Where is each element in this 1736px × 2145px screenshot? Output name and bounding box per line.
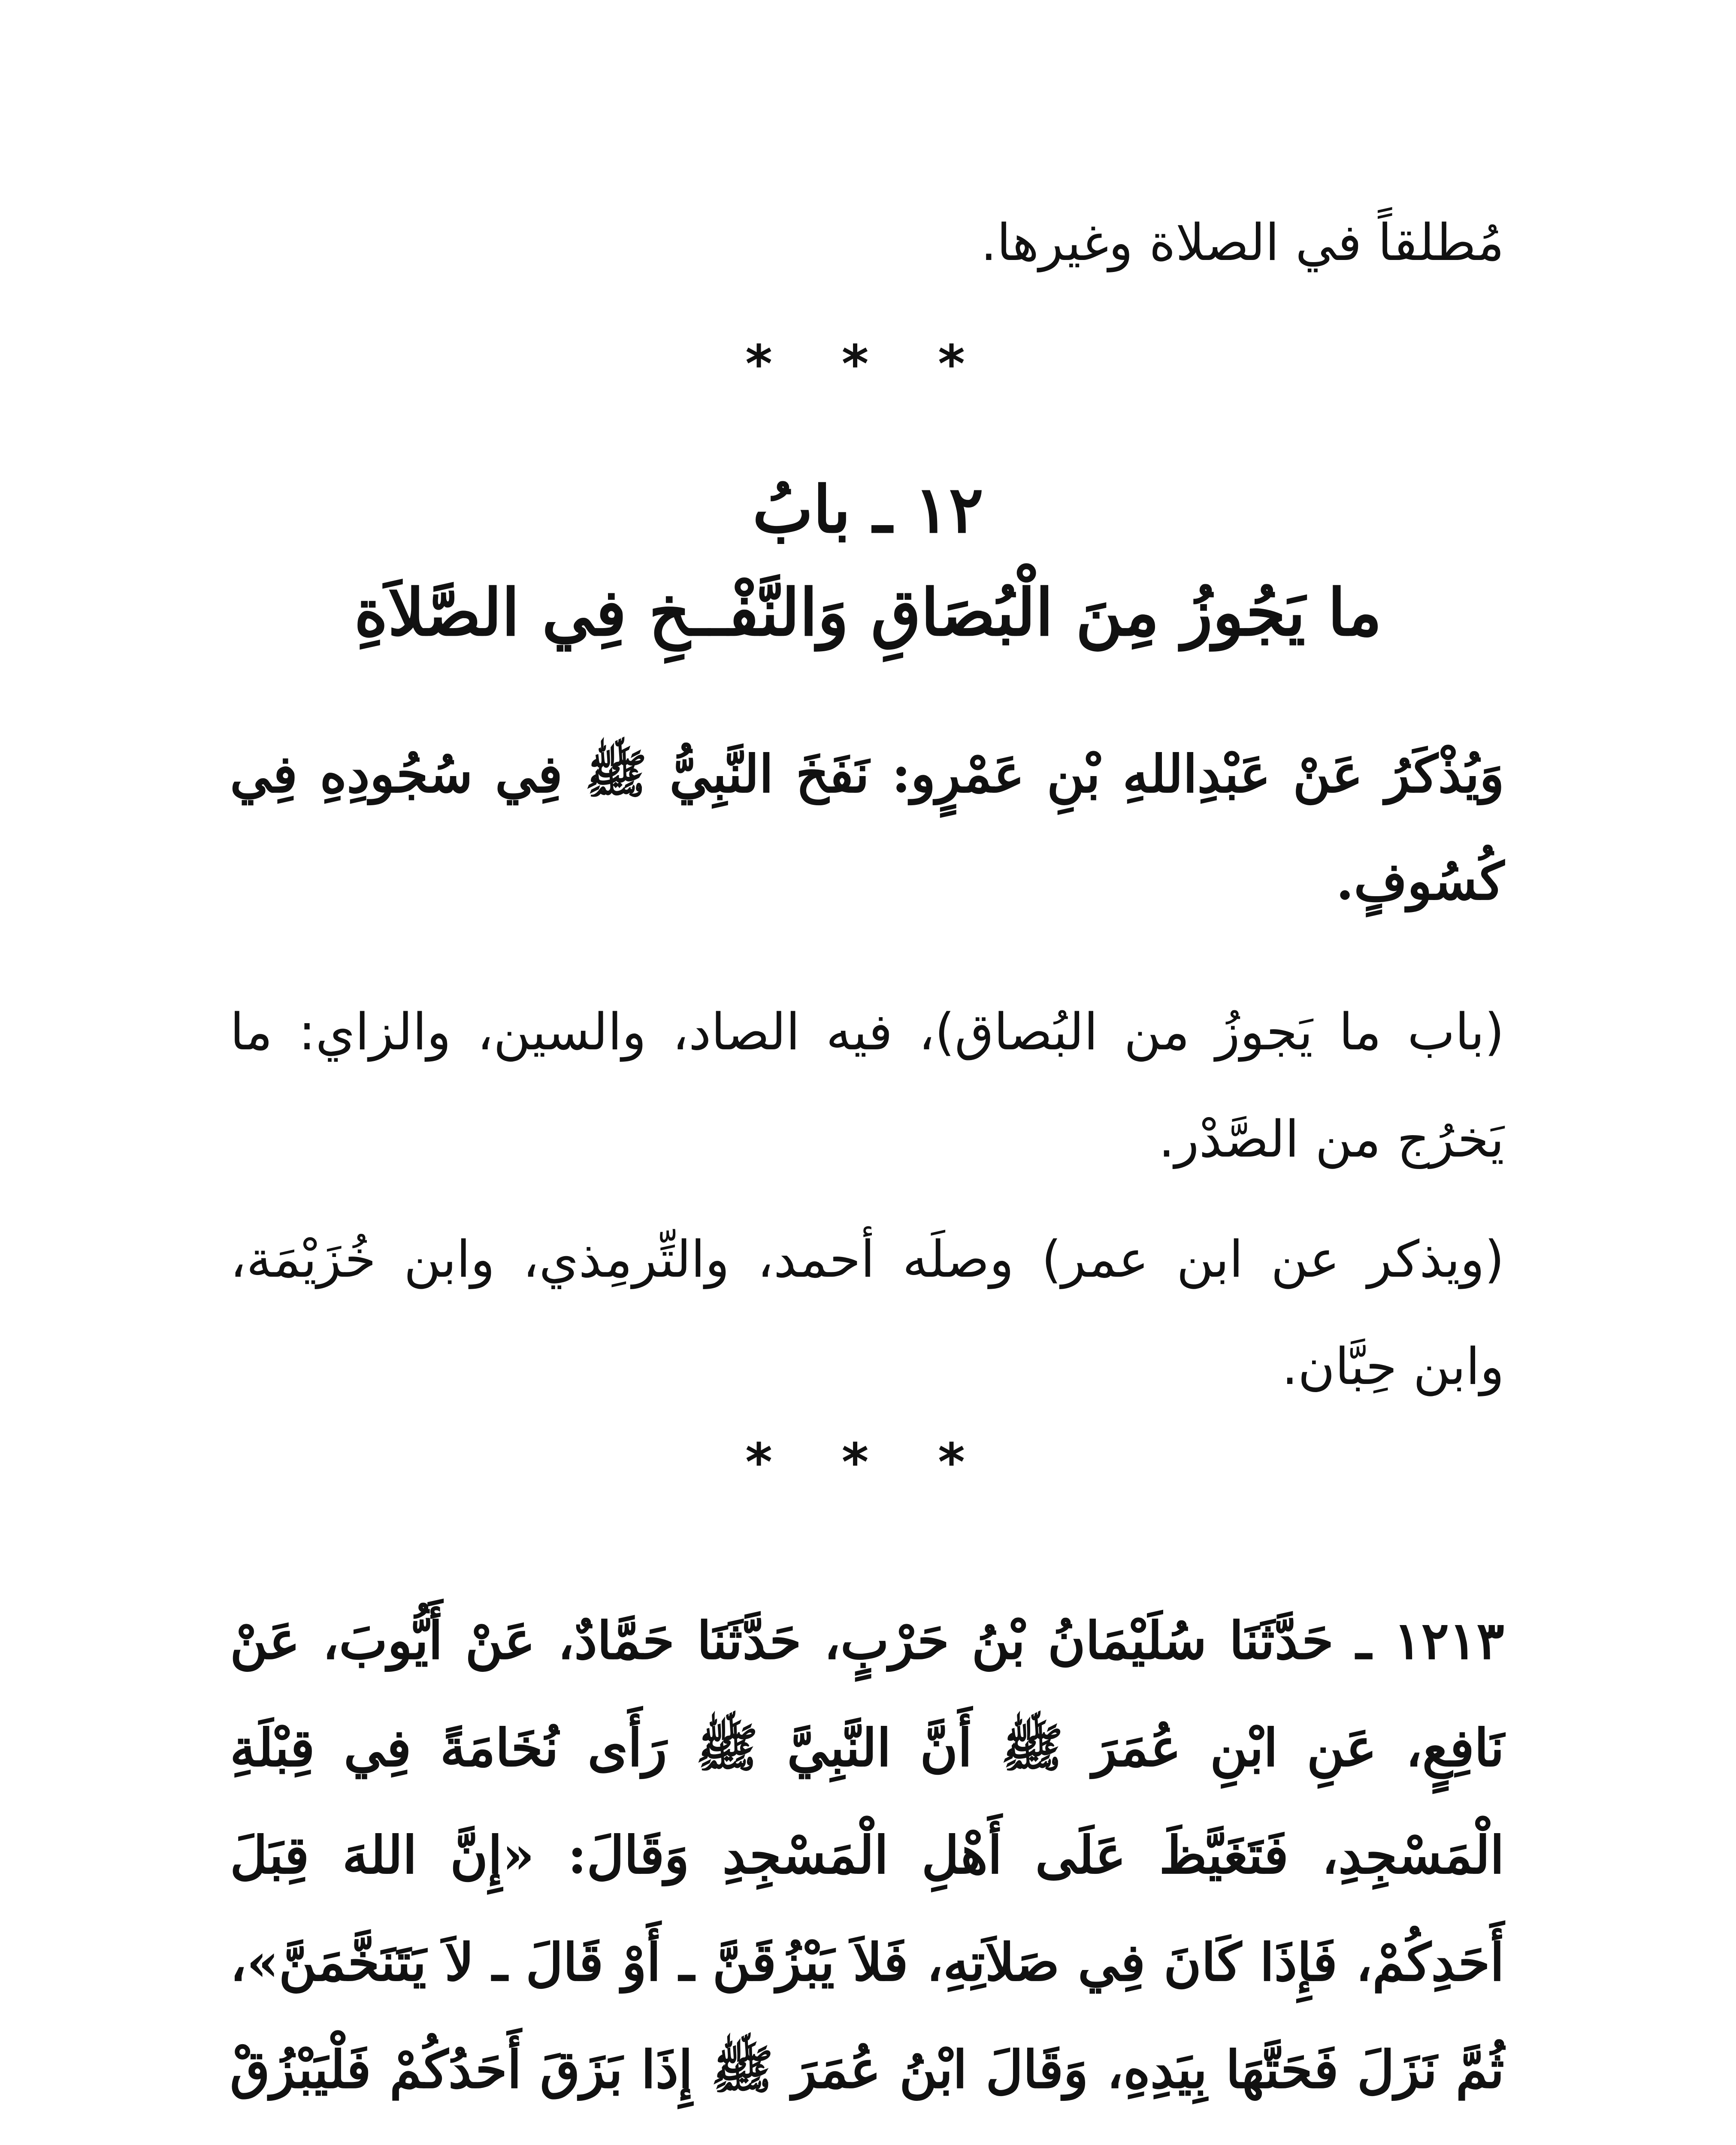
section-separator: * * *	[745, 335, 991, 394]
hadith-1213: ١٢١٣ ـ حَدَّثَنَا سُلَيْمَانُ بْنُ حَرْبٍ، حَدَّثَنَا حَمَّادٌ، عَنْ أَيُّوبَ، عَنْ نَافِعٍ، عَنِ ابْنِ عُمَرَ ﷺ أَنَّ النَّبِيَّ ﷺ رَأَى نُخَامَةً فِي قِبْلَةِ الْمَسْجِدِ، فَتَغَيَّظَ عَلَى أَهْلِ الْمَسْجِدِ وَقَالَ: «إِنَّ اللهَ قِبَلَ أَحَدِكُمْ، فَإِذَا كَانَ فِي صَلاَتِهِ، فَلاَ يَبْزُقَنَّ ـ أَوْ قَالَ ـ لاَ يَتَنَخَّمَنَّ»، ثُمَّ نَزَلَ فَحَتَّهَا بِيَدِهِ، وَقَالَ ابْنُ عُمَرَ ﷺ إِذَا بَزَقَ أَحَدُكُمْ فَلْيَبْزُقْ	[230, 1610, 1504, 2100]
commentary-paragraph-1: (باب ما يَجوزُ من البُصاق)، فيه الصاد، والسين، والزاي: ما يَخرُج من الصَّدْر.	[230, 1002, 1504, 1169]
section-separator-2: * * *	[745, 1433, 991, 1492]
commentary-paragraph-2: (ويذكر عن ابن عمر) وصلَه أحمد، والتِّرمِذي، وابن خُزَيْمَة، وابن حِبَّان.	[230, 1230, 1504, 1396]
chapter-title: ما يَجُوزُ مِنَ الْبُصَاقِ وَالنَّفْــخِ فِي الصَّلاَةِ	[354, 575, 1382, 650]
chapter-matn: وَيُذْكَرُ عَنْ عَبْدِاللهِ بْنِ عَمْرٍو: نَفَخَ النَّبِيُّ ﷺ فِي سُجُودِهِ فِي كُسُوفٍ.	[230, 744, 1504, 912]
chapter-number: ١٢ ـ بابُ	[752, 472, 984, 547]
continuation-text: مُطلقاً في الصلاة وغيرها.	[980, 213, 1504, 272]
